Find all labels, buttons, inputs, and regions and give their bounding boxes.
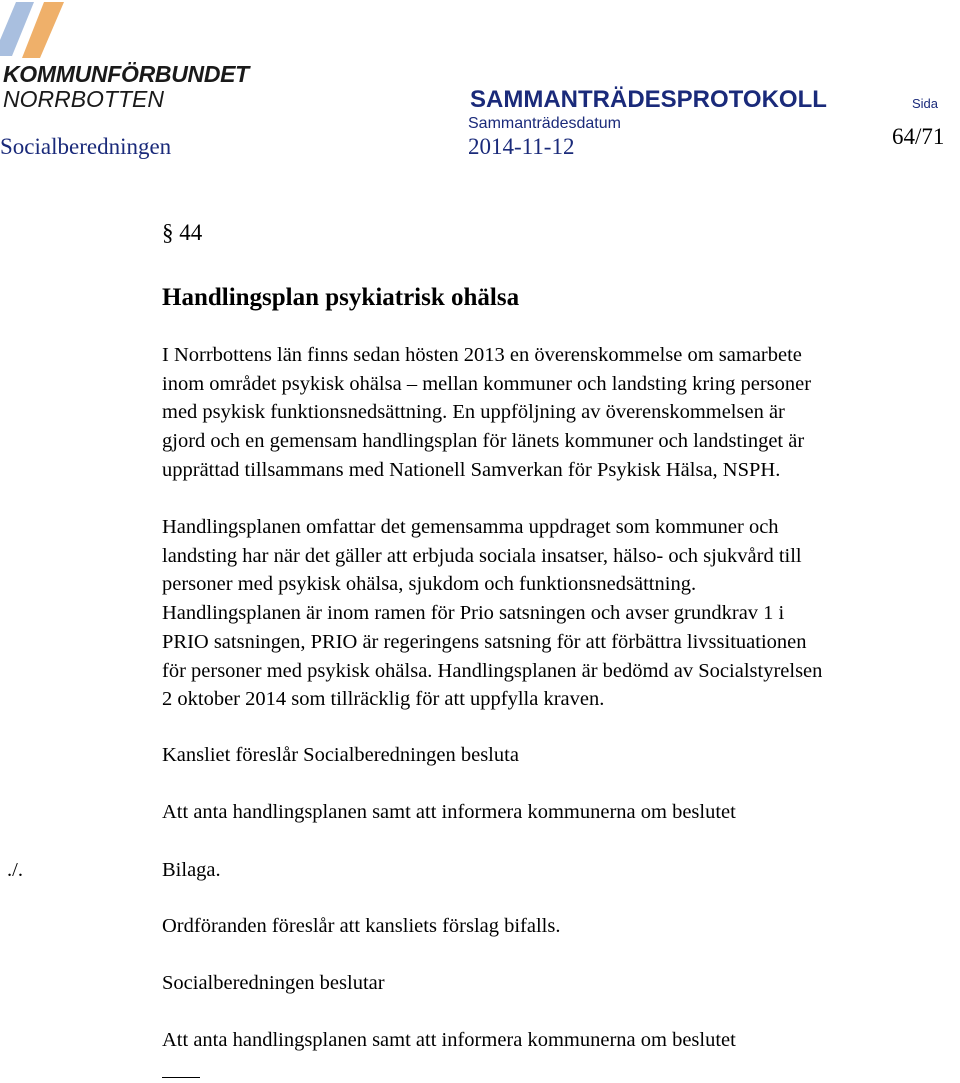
paragraph-action-plan	[162, 513, 960, 714]
committee-name: Socialberedningen	[0, 134, 172, 159]
paragraph-line: PRIO satsningen, PRIO är regeringens satsning för att förbättra livssituationen	[162, 630, 807, 653]
section-heading: Handlingsplan psykiatrisk ohälsa	[162, 284, 520, 311]
paragraph-line: 2 oktober 2014 som tillräcklig för att uppfylla kraven.	[162, 688, 605, 711]
paragraph-background	[162, 341, 960, 485]
chair-proposal: Ordföranden föreslår att kansliets förslag bifalls.	[162, 915, 561, 937]
end-divider	[162, 1077, 200, 1078]
page-number: 64/71	[892, 124, 945, 149]
paragraph-line: inom området psykisk ohälsa – mellan kommuner och landsting kring personer	[162, 372, 812, 395]
committee-decides: Socialberedningen beslutar	[162, 972, 385, 994]
page-label: Sida	[912, 96, 939, 111]
logo-stripes-icon	[0, 0, 70, 64]
document-title: SAMMANTRÄDESPROTOKOLL	[470, 86, 827, 113]
paragraph-line: för personer med psykisk ohälsa. Handlingsplanen är bedömd av Socialstyrelsen	[162, 659, 823, 682]
logo-text-line2: NORRBOTTEN	[3, 86, 164, 112]
paragraph-line: landsting har när det gäller att erbjuda sociala insatser, hälso- och sjukvård till	[162, 544, 802, 567]
paragraph-line: Handlingsplanen omfattar det gemensamma uppdraget som kommuner och	[162, 516, 779, 538]
logo-text-line1: KOMMUNFÖRBUNDET	[3, 61, 249, 87]
paragraph-line: upprättad tillsammans med Nationell Samverkan för Psykisk Hälsa, NSPH.	[162, 458, 781, 481]
meeting-date-label: Sammanträdesdatum	[468, 115, 621, 132]
paragraph-line: Handlingsplanen är inom ramen för Prio satsningen och avser grundkrav 1 i	[162, 602, 785, 625]
paragraph-line: personer med psykisk ohälsa, sjukdom och funktionsnedsättning.	[162, 573, 697, 596]
paragraph-line: med psykisk funktionsnedsättning. En uppföljning av överenskommelsen är	[162, 401, 785, 424]
attachment-note: Bilaga.	[162, 859, 221, 881]
section-number: § 44	[162, 220, 203, 245]
attachment-marker: ./.	[7, 859, 23, 881]
final-decision: Att anta handlingsplanen samt att informera kommunerna om beslutet	[162, 1029, 736, 1051]
proposed-decision: Att anta handlingsplanen samt att informera kommunerna om beslutet	[162, 801, 736, 823]
paragraph-line: I Norrbottens län finns sedan hösten 2013 en överenskommelse om samarbete	[162, 344, 802, 366]
meeting-date: 2014-11-12	[468, 134, 575, 159]
paragraph-line: gjord och en gemensam handlingsplan för länets kommuner och landstinget är	[162, 430, 805, 453]
office-proposal: Kansliet föreslår Socialberedningen besluta	[162, 744, 519, 766]
